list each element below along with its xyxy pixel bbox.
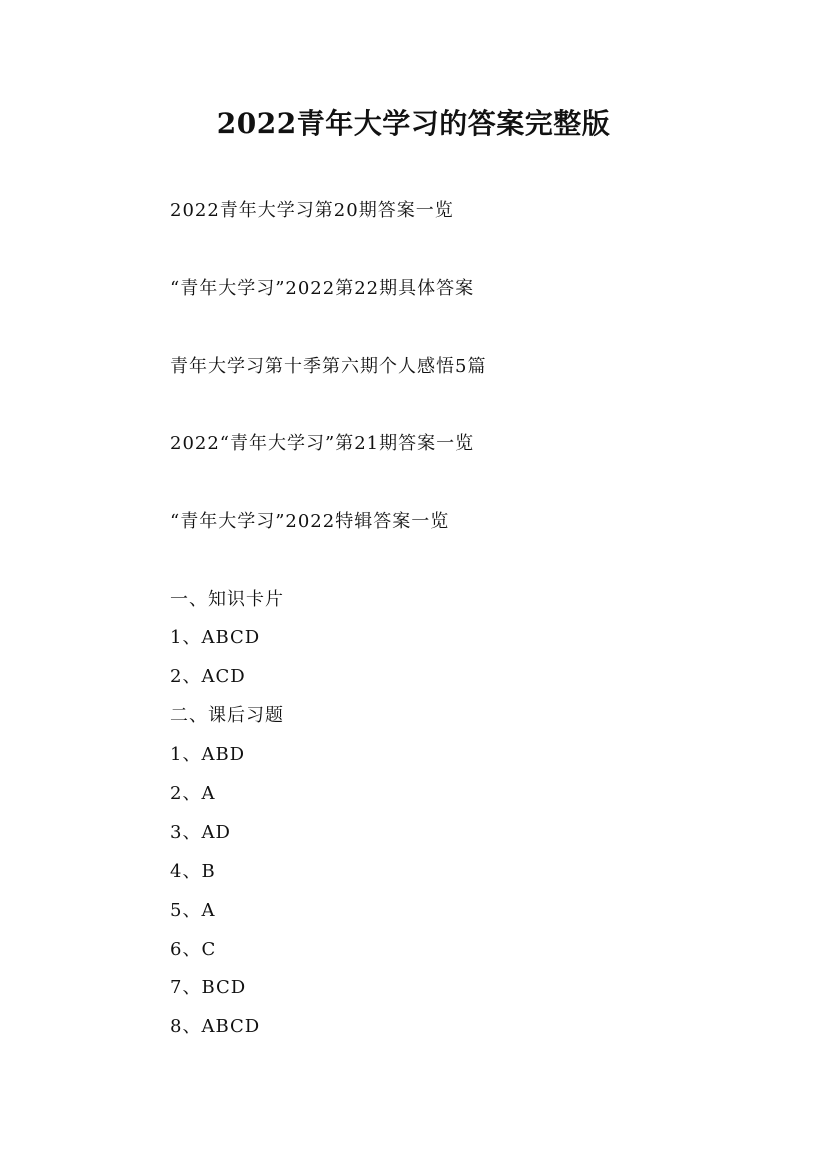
related-link-5[interactable]: “青年大学习”2022特辑答案一览 bbox=[170, 511, 450, 532]
related-link-1[interactable]: 2022青年大学习第20期答案一览 bbox=[170, 200, 454, 221]
answer-item: 1、ABCD bbox=[170, 627, 261, 648]
answer-item: 5、A bbox=[170, 900, 216, 921]
answer-item: 7、BCD bbox=[170, 977, 247, 998]
section-heading-knowledge-cards: 一、知识卡片 bbox=[170, 589, 284, 610]
answer-item: 4、B bbox=[170, 861, 216, 882]
answer-item: 8、ABCD bbox=[170, 1016, 261, 1037]
document-title: 2022青年大学习的答案完整版 bbox=[216, 107, 611, 140]
answer-item: 3、AD bbox=[170, 822, 231, 843]
section-heading-exercises: 二、课后习题 bbox=[170, 705, 284, 726]
answer-item: 6、C bbox=[170, 939, 217, 960]
answer-item: 2、ACD bbox=[170, 666, 246, 687]
related-link-2[interactable]: “青年大学习”2022第22期具体答案 bbox=[170, 278, 475, 299]
related-link-4[interactable]: 2022“青年大学习”第21期答案一览 bbox=[170, 433, 475, 454]
related-link-3[interactable]: 青年大学习第十季第六期个人感悟5篇 bbox=[170, 356, 487, 377]
answer-item: 1、ABD bbox=[170, 744, 246, 765]
answer-item: 2、A bbox=[170, 783, 216, 804]
